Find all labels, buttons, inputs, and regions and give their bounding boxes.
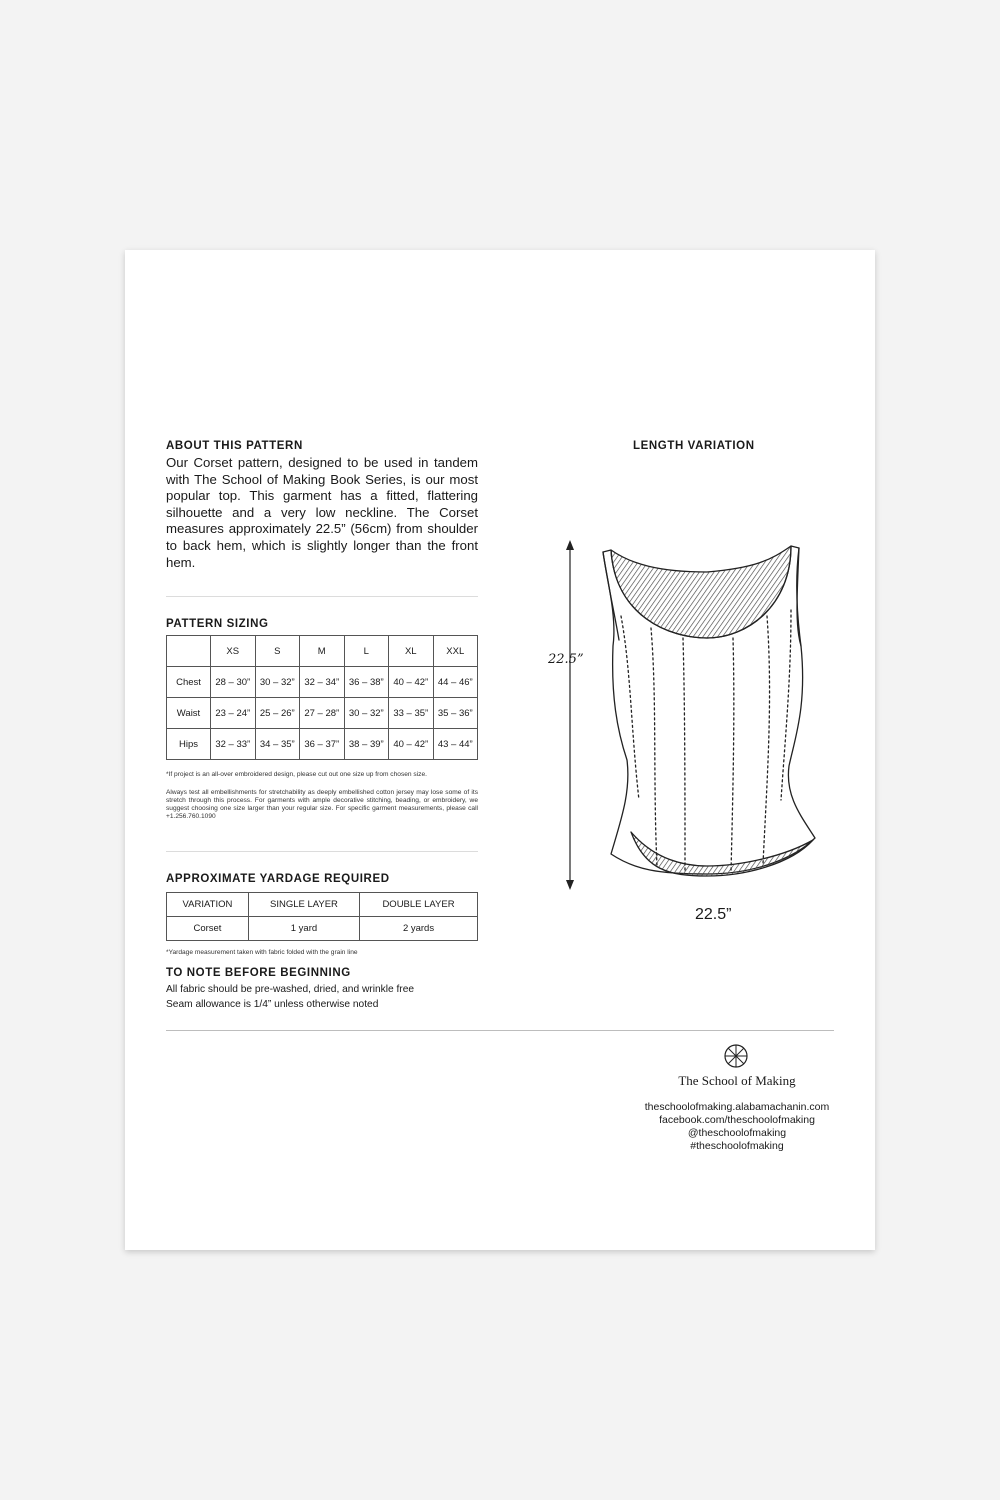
size-header: M — [300, 636, 345, 667]
table-cell: 44 – 46” — [433, 667, 478, 698]
table-cell: 30 – 32” — [255, 667, 300, 698]
column-header: VARIATION — [167, 893, 249, 917]
table-row — [167, 917, 478, 941]
yardage-table — [166, 892, 478, 941]
vertical-dimension-label: 22.5” — [548, 652, 584, 667]
table-cell: 1 yard — [248, 917, 359, 941]
table-cell: 28 – 30” — [211, 667, 256, 698]
pattern-sizing-heading: PATTERN SIZING — [166, 618, 269, 630]
facebook-link[interactable]: facebook.com/theschoolofmaking — [659, 1114, 815, 1126]
column-header: SINGLE LAYER — [248, 893, 359, 917]
website-link[interactable]: theschoolofmaking.alabamachanin.com — [644, 1101, 830, 1113]
table-row — [167, 667, 478, 698]
column-header: DOUBLE LAYER — [360, 893, 478, 917]
row-label: Waist — [167, 698, 211, 729]
size-header: L — [344, 636, 389, 667]
table-cell: 32 – 34” — [300, 667, 345, 698]
table-cell: 34 – 35” — [255, 729, 300, 760]
before-item: Seam allowance is 1/4” unless otherwise noted — [166, 999, 379, 1010]
bottom-dimension-label: 22.5” — [695, 906, 732, 923]
sizing-table — [166, 635, 478, 760]
brand-name: The School of Making — [678, 1073, 796, 1088]
table-cell: 32 – 33” — [211, 729, 256, 760]
about-heading: ABOUT THIS PATTERN — [166, 440, 303, 452]
table-cell: 30 – 32” — [344, 698, 389, 729]
table-row — [167, 729, 478, 760]
sizing-note: *If project is an all-over embroidered design, please cut out one size up from chosen size. — [166, 771, 427, 778]
footer-links — [625, 1101, 849, 1153]
size-header: XS — [211, 636, 256, 667]
about-text: Our Corset pattern, designed to be used in tandem with The School of Making Book Series, is our most popular top. This garment has a fitted, flattering silhouette and a very low neckline. The Corset measures approximately 22.5” (56cm) from shoulder to back hem, which is slightly longer than the front hem. — [166, 455, 478, 570]
table-row — [167, 893, 478, 917]
table-cell: 43 – 44” — [433, 729, 478, 760]
row-label: Chest — [167, 667, 211, 698]
row-label: Hips — [167, 729, 211, 760]
table-cell: 36 – 38” — [344, 667, 389, 698]
before-item: All fabric should be pre-washed, dried, and wrinkle free — [166, 984, 415, 995]
length-dimension-arrow — [566, 540, 574, 890]
handle-link[interactable]: @theschoolofmaking — [687, 1127, 787, 1139]
table-cell: 2 yards — [360, 917, 478, 941]
corset-drawing — [603, 546, 815, 876]
table-row — [167, 698, 478, 729]
divider — [166, 851, 478, 852]
school-logo-icon — [722, 1042, 750, 1070]
corset-illustration — [545, 520, 845, 900]
pattern-sheet — [125, 250, 875, 1250]
table-corner-cell — [167, 636, 211, 667]
table-cell: 36 – 37” — [300, 729, 345, 760]
table-cell: 40 – 42” — [389, 729, 434, 760]
length-variation-heading: LENGTH VARIATION — [633, 440, 755, 452]
table-cell: 38 – 39” — [344, 729, 389, 760]
table-cell: 27 – 28” — [300, 698, 345, 729]
yardage-note: *Yardage measurement taken with fabric folded with the grain line — [166, 949, 358, 956]
size-header: XXL — [433, 636, 478, 667]
table-cell: 33 – 35” — [389, 698, 434, 729]
before-list — [166, 982, 486, 1012]
size-header: XL — [389, 636, 434, 667]
divider — [166, 596, 478, 597]
yardage-heading: APPROXIMATE YARDAGE REQUIRED — [166, 873, 390, 885]
hashtag-link[interactable]: #theschoolofmaking — [690, 1140, 784, 1152]
table-cell: 35 – 36” — [433, 698, 478, 729]
table-cell: Corset — [167, 917, 249, 941]
table-cell: 40 – 42” — [389, 667, 434, 698]
table-cell: 25 – 26” — [255, 698, 300, 729]
size-header: S — [255, 636, 300, 667]
embellishment-note: Always test all embellishments for stretchability as deeply embellished cotton jersey may lose some of its stretch through this process. For garments with ample decorative stitching, beading, or embroidery, we suggest choosing one size larger than your regular size. For specific garment measurements, please call +1.256.760.1090 — [166, 789, 478, 820]
footer-divider — [166, 1030, 834, 1031]
before-heading: TO NOTE BEFORE BEGINNING — [166, 967, 351, 979]
table-cell: 23 – 24” — [211, 698, 256, 729]
table-row — [167, 636, 478, 667]
